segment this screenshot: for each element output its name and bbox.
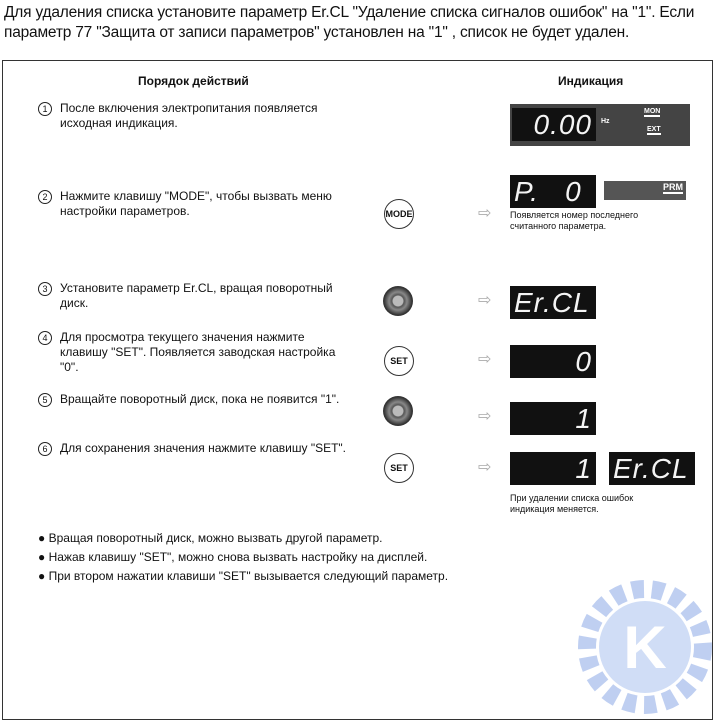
step-6 (38, 441, 358, 456)
display-ercl-saved: Er.CL (609, 452, 695, 485)
mon-label: MON (644, 108, 661, 115)
prm-panel (604, 181, 686, 200)
bullet-item: ● Нажав клавишу "SET", можно снова вызвать настройку на дисплей. (38, 550, 428, 564)
indication-header: Индикация (558, 74, 624, 88)
watermark-letter: K (623, 614, 667, 681)
display-one: 1 (510, 402, 596, 435)
step-text: Вращайте поворотный диск, пока не появится "1". (60, 392, 340, 406)
set-button[interactable]: SET (384, 453, 414, 483)
step-number: 1 (38, 102, 52, 116)
bullet-text: Вращая поворотный диск, можно вызвать другой параметр. (48, 531, 383, 545)
mode-button[interactable]: MODE (384, 199, 414, 229)
set-button[interactable]: SET (384, 346, 414, 376)
step-5 (38, 392, 358, 407)
step-2 (38, 189, 358, 219)
step-text: Установите параметр Er.CL, вращая поворотный диск. (60, 281, 333, 310)
bullet-text: При втором нажатии клавиши "SET" вызывается следующий параметр. (48, 569, 449, 583)
bullet-item: ● Вращая поворотный диск, можно вызвать другой параметр. (38, 531, 383, 545)
caption-step-6: При удалении списка ошибок индикация меняется. (510, 493, 634, 514)
intro-text: Для удаления списка установите параметр Er.CL "Удаление списка сигналов ошибок" на "1". Если параметр 77 "Защита от записи параметров" установлен на "1" , список не будет удален. (4, 4, 695, 41)
arrow-right-icon: ⇨ (478, 408, 492, 425)
arrow-right-icon: ⇨ (478, 205, 492, 222)
arrow-right-icon: ⇨ (478, 292, 492, 309)
prm-label: PRM (663, 182, 683, 192)
step-4 (38, 330, 358, 375)
bullet-item: ● При втором нажатии клавиши "SET" вызывается следующий параметр. (38, 569, 449, 583)
step-1 (38, 101, 358, 131)
step-number: 4 (38, 331, 52, 345)
dial-icon[interactable] (383, 396, 413, 426)
display-param: P. 0 (510, 175, 596, 208)
dial-icon[interactable] (383, 286, 413, 316)
steps-header: Порядок действий (138, 74, 249, 88)
display-ercl: Er.CL (510, 286, 596, 319)
step-number: 5 (38, 393, 52, 407)
step-text: После включения электропитания появляется исходная индикация. (60, 101, 318, 130)
hz-label: Hz (601, 118, 610, 125)
ext-label: EXT (647, 126, 661, 133)
arrow-right-icon: ⇨ (478, 459, 492, 476)
step-text: Нажмите клавишу "MODE", чтобы вызвать меню настройки параметров. (60, 189, 332, 218)
step-number: 3 (38, 282, 52, 296)
step-text: Для просмотра текущего значения нажмите клавишу "SET". Появляется заводская настройка "0". (60, 330, 336, 374)
operation-panel (510, 104, 690, 146)
arrow-right-icon: ⇨ (478, 351, 492, 368)
step-number: 6 (38, 442, 52, 456)
step-3 (38, 281, 358, 311)
watermark-gear-logo (570, 572, 718, 722)
display-initial: 0.00 (512, 108, 596, 141)
caption-step-2: Появляется номер последнего считанного параметра. (510, 210, 639, 231)
step-number: 2 (38, 190, 52, 204)
step-text: Для сохранения значения нажмите клавишу "SET". (60, 441, 347, 455)
display-zero: 0 (510, 345, 596, 378)
bullet-text: Нажав клавишу "SET", можно снова вызвать настройку на дисплей. (48, 550, 428, 564)
display-one-saved: 1 (510, 452, 596, 485)
